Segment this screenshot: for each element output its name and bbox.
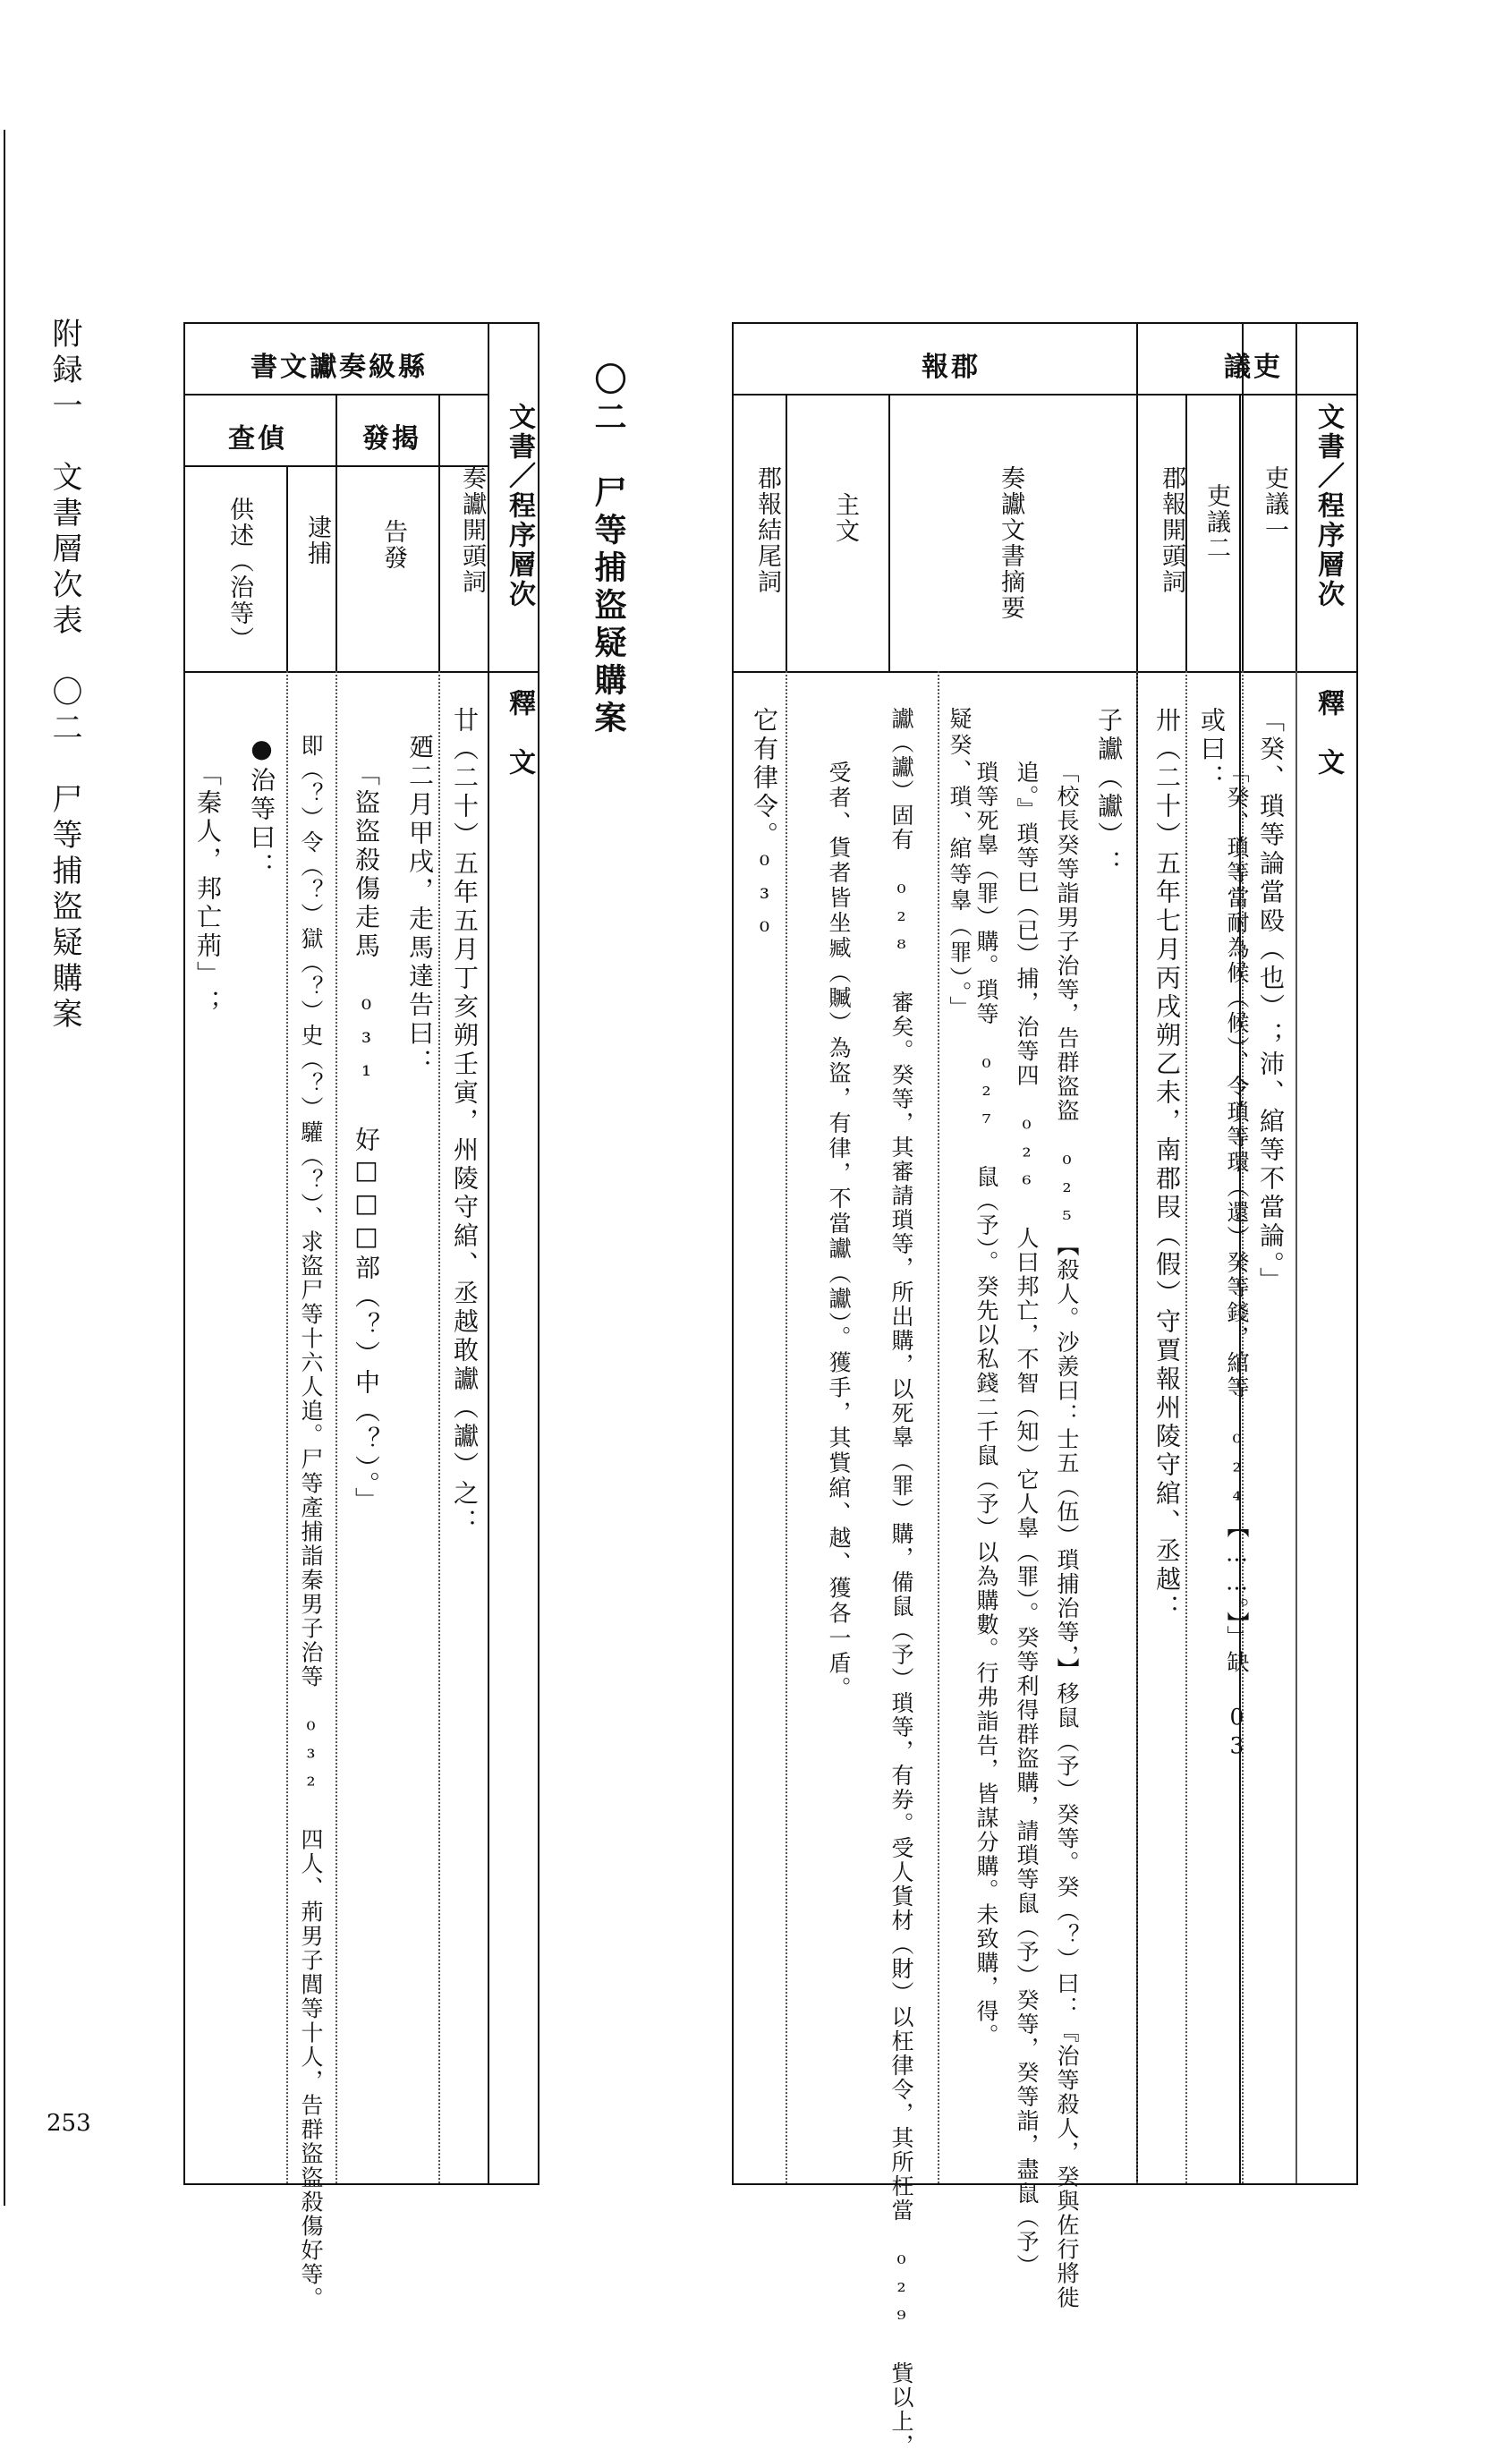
- lt-label-daibu: 逮捕: [303, 515, 331, 566]
- rt-text-zhaiyao-0: 子讞（讞）：: [1094, 707, 1124, 879]
- rt-header-level: 文書／程序層次: [1312, 403, 1344, 609]
- lt-text-gongshu-1: 「秦人，邦亡荊」；: [193, 761, 223, 1018]
- rt-text-yili2-a: 或曰：: [1197, 707, 1227, 793]
- rt-text-kaitou: 卅（二十）五年七月丙戌朔乙未，南郡叚（假）守賈報州陵守綰、丞越：: [1152, 707, 1182, 1623]
- rt-text-yili2-b: 「癸、瑣等當耐為候（候）、令瑣等環（還）癸等錢，綰等 ⁰²⁴【……。】」缺 03: [1224, 761, 1250, 1762]
- rt-header-text: 釋 文: [1312, 689, 1344, 778]
- rt-label-yili2: 吏議二: [1202, 483, 1230, 561]
- rt-label-yili1: 吏議一: [1261, 465, 1288, 543]
- rt-text-zhaiyao-1: 「校長癸等詣男子治等，告群盜盜 ⁰²⁵【殺人。沙羨曰：士五（伍）瑣捕治等，】移鼠（予）癸等。癸（？）曰：『治等殺人，癸與佐行將徙: [1054, 761, 1080, 2310]
- rt-group-yili: 議吏: [1224, 352, 1283, 383]
- rt-text-zhuwen-0: 讞（讞）固有 ⁰²⁸ 審矣。癸等，其審請瑣等，所出購，以死辠（罪）購，備鼠（予）瑣等，有券。受人貨材（財）以枉律令，其所枉當 ⁰²⁹ 貲以上，: [888, 707, 914, 2458]
- rt-text-yili1: 「癸、瑣等論當殴（也）；沛、綰等不當論。」: [1256, 707, 1286, 1296]
- lt-header-text: 釋 文: [504, 689, 535, 778]
- lt-header-level: 文書／程序層次: [504, 403, 535, 609]
- section-title: 〇二 尸等捕盜疑購案: [590, 362, 627, 738]
- lt-group-xian: 書文讞奏級縣: [251, 352, 428, 383]
- lt-text-gaofa-0: 廼二月甲戌，走馬達告曰：: [405, 734, 435, 1077]
- running-header: 附録一 文書層次表 〇二 尸等捕盜疑購案: [47, 318, 82, 1033]
- margin-rule: [4, 130, 5, 2206]
- rt-group-baojun: 報郡: [922, 352, 981, 383]
- rt-text-zhaiyao-3: 瑣等死辠（罪）購。瑣等 ⁰²⁷ 鼠（予）。癸先以私錢二千鼠（予）以為購數。行弗詣告，皆謀分購。未致購，得。: [973, 761, 999, 2048]
- lt-label-gongshu: 供述（治等）: [225, 497, 253, 652]
- lt-label-gaofa: 告發: [379, 519, 407, 571]
- rt-label-kaitou: 郡報開頭詞: [1158, 465, 1185, 595]
- lt-text-gaofa-1: 「盜盜殺傷走馬 ⁰³¹ 好□□□部（？）中（？）。」: [352, 761, 381, 1516]
- rt-text-zhaiyao-2: 追。』瑣等巳（已）捕，治等四 ⁰²⁶ 人曰邦亡，不智（知）它人辠（罪）。癸等利得群盜購，請瑣等鼠（予）癸等，癸等詣，盡鼠（予）: [1014, 761, 1040, 2278]
- page-number: 253: [47, 2110, 91, 2137]
- lt-group-zhazhen: 查偵: [228, 423, 287, 455]
- lt-text-daibu: 即（？）令（？）獄（？）史（？）驩（？）、求盜尸等十六人追。尸等產捕詣秦男子治等 ⁰³² 四人、荊男子閭等十人，告群盜盜殺傷好等。: [298, 734, 324, 2311]
- lt-text-gongshu-0: ●治等曰：: [247, 734, 276, 881]
- rt-text-jiewei: 它有律令。⁰³⁰: [750, 707, 779, 949]
- lt-label-kaitou: 奏讞開頭詞: [458, 465, 486, 595]
- rt-label-jiewei: 郡報結尾詞: [753, 465, 781, 595]
- rt-text-zhuwen-1: 受者、貨者皆坐臧（贓）為盜，有律，不當讞（讞）。獲手，其貲綰、越、獲各一盾。: [826, 761, 852, 1702]
- lt-text-kaitou: 廿（二十）五年五月丁亥朔壬寅，州陵守綰、丞越敢讞（讞）之：: [450, 707, 480, 1537]
- rt-text-zhaiyao-4: 疑癸、瑣、綰等辠（罪）。」: [947, 707, 973, 1022]
- rt-label-zhuwen: 主文: [831, 492, 859, 544]
- lt-group-fajie: 發揭: [362, 423, 421, 455]
- rt-label-zhaiyao: 奏讞文書摘要: [997, 465, 1024, 621]
